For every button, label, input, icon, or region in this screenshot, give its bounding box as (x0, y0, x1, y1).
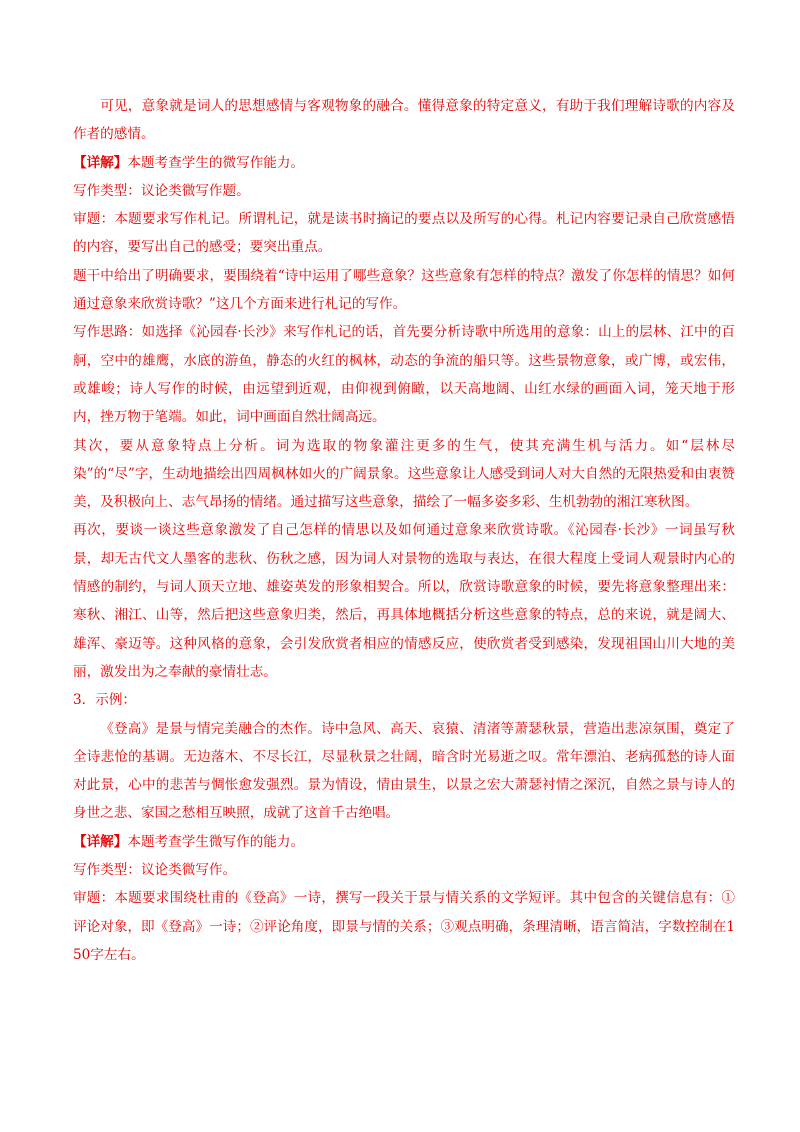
imagery-conclusion-paragraph: 可见，意象就是词人的思想感情与客观物象的融合。懂得意象的特定意义，有助于我们理解诗歌的内容及作者的感情。 (73, 98, 735, 143)
writing-idea-paragraph: 写作思路：如选择《沁园春·长沙》来写作札记的话，首先要分析诗歌中所选用的意象：山上的层林、江中的百舸，空中的雄鹰，水底的游鱼，静态的火红的枫林，动态的争流的船只等。这些景物意象，或广博，或宏伟，或雄峻；诗人写作的时候，由远望到近观，由仰视到俯瞰，以天高地阔、山红水绿的画面入词，笼天地于形内，挫万物于笔端。如此，词中画面自然壮阔高远。 (73, 324, 735, 426)
example-label: 3．示例： (73, 692, 137, 709)
requirement-paragraph: 题干中给出了明确要求，要围绕着“诗中运用了哪些意象？这些意象有怎样的特点？激发了你怎样的情思？如何通过意象来欣赏诗歌？”这几个方面来进行札记的写作。 (73, 267, 735, 313)
detail-text: 本题考查学生微写作的能力。 (127, 833, 305, 850)
writing-type-line: 写作类型：议论类微写作。 (73, 862, 237, 879)
topic-review-paragraph: 审题：本题要求围绕杜甫的《登高》一诗，撰写一段关于景与情关系的文学短评。其中包含的关键信息有：①评论对象，即《登高》一诗；②评论角度，即景与情的关系；③观点明确，条理清晰，语言简洁，字数控制在150字左右。 (73, 890, 735, 963)
topic-review-paragraph: 审题：本题要求写作札记。所谓札记，就是读书时摘记的要点以及所写的心得。札记内容要记录自己欣赏感悟的内容，要写出自己的感受；要突出重点。 (73, 211, 735, 256)
detail-tag: 【详解】 (73, 154, 128, 171)
detail-text: 本题考查学生的微写作能力。 (127, 154, 305, 171)
again-step-paragraph: 再次，要谈一谈这些意象激发了自己怎样的情思以及如何通过意象来欣赏诗歌。《沁园春·长沙》一词虽写秋景，却无古代文人墨客的悲秋、伤秋之感，因为词人对景物的选取与表达，在很大程度上受词人观景时内心的情感的制约，与词人顶天立地、雄姿英发的形象相契合。所以，欣赏诗歌意象的时候，要先将意象整理出来：寒秋、湘江、山等，然后把这些意象归类，然后，再具体地概括分析这些意象的特点，总的来说，就是阔大、雄浑、豪迈等。这种风格的意象，会引发欣赏者相应的情感反应，使欣赏者受到感染，发现祖国山川大地的美丽，激发出为之奉献的豪情壮志。 (73, 522, 735, 680)
writing-type-line: 写作类型：议论类微写作题。 (73, 182, 250, 199)
next-step-paragraph: 其次，要从意象特点上分析。词为选取的物象灌注更多的生气，使其充满生机与活力。如“层林尽染”的“尽”字，生动地描绘出四周枫林如火的广阔景象。这些意象让人感受到词人对大自然的无限热爱和由衷赞美，及积极向上、志气昂扬的情绪。通过描写这些意象，描绘了一幅多姿多彩、生机勃勃的湘江寒秋图。 (73, 437, 735, 511)
detail-line-2 (73, 828, 735, 856)
answer-content (73, 92, 735, 969)
example-paragraph: 《登高》是景与情完美融合的杰作。诗中急风、高天、哀猿、清渚等萧瑟秋景，营造出悲凉氛围，奠定了全诗悲怆的基调。无边落木、不尽长江，尽显秋景之壮阔，暗含时光易逝之叹。常年漂泊、老病孤愁的诗人面对此景，心中的悲苦与惆怅愈发强烈。景为情设，情由景生，以景之宏大萧瑟衬情之深沉，自然之景与诗人的身世之悲、家国之愁相互映照，成就了这首千古绝唱。 (73, 720, 735, 822)
detail-tag: 【详解】 (73, 833, 128, 850)
detail-line-1 (73, 149, 735, 177)
